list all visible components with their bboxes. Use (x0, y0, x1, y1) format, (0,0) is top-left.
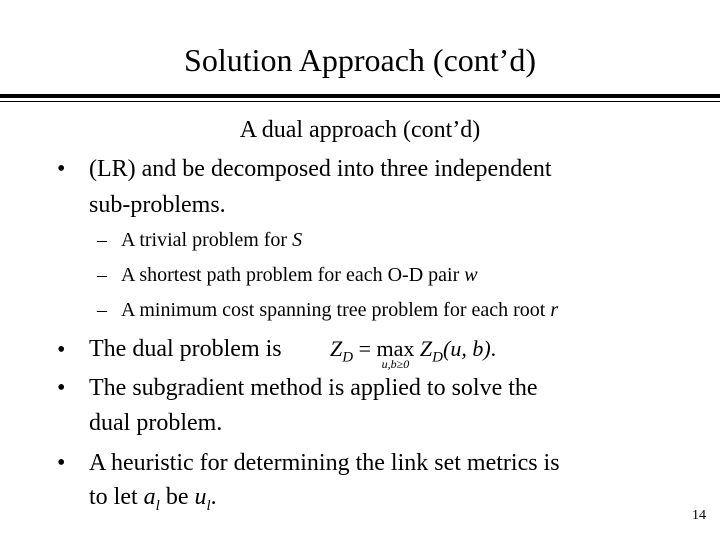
bullet-4-text-mid: be (165, 484, 189, 510)
formula-rhs: Z (419, 336, 433, 361)
formula-lhs-sub: D (342, 349, 354, 366)
bullet-4-line-2 (89, 481, 217, 522)
sub-bullet-2-var: w (464, 264, 478, 286)
bullet-1-line-1: (LR) and be decomposed into three independent (89, 156, 552, 182)
formula-max-subscript: u,b≥0 (381, 357, 410, 371)
sub-bullet-3 (121, 297, 558, 323)
slide-title: Solution Approach (cont’d) (184, 42, 536, 78)
var-a-sub: l (155, 497, 160, 514)
bullet-marker: • (57, 156, 66, 182)
var-u: u (194, 484, 207, 510)
sub-bullet-3-var: r (550, 299, 559, 321)
sub-bullet-2-text: A shortest path problem for each O-D pair (121, 264, 460, 286)
sub-bullet-2 (121, 262, 478, 288)
slide-subtitle: A dual approach (cont’d) (239, 117, 481, 143)
page-number: 14 (692, 508, 706, 523)
formula-equals: = (358, 336, 372, 361)
bullet-4-period: . (210, 484, 217, 510)
bullet-1-line-2: sub-problems. (89, 192, 226, 218)
sub-bullet-dash: – (97, 299, 107, 321)
bullet-3-line-2: dual problem. (89, 410, 223, 436)
dual-problem-formula (330, 336, 496, 370)
bullet-4-line-1: A heuristic for determining the link set metrics is (89, 450, 560, 476)
bullet-4-text-pre: to let (89, 484, 138, 510)
formula-rhs-sub: D (432, 349, 443, 366)
sub-bullet-1-text: A trivial problem for (121, 229, 288, 251)
bullet-marker: • (57, 450, 66, 476)
sub-bullet-dash: – (97, 264, 107, 286)
formula-args: (u, b) (443, 336, 491, 361)
sub-bullet-1-var: S (292, 229, 303, 251)
var-u-sub: l (206, 497, 211, 514)
sub-bullet-dash: – (97, 229, 107, 251)
formula-max: max (376, 336, 415, 361)
bullet-marker: • (57, 337, 66, 363)
sub-bullet-3-text: A minimum cost spanning tree problem for each root (121, 299, 546, 321)
formula-max-operator (376, 336, 415, 371)
formula-period: . (490, 336, 497, 361)
bullet-2-text: The dual problem is (89, 336, 282, 362)
bullet-marker: • (57, 375, 66, 401)
var-a: a (143, 484, 156, 510)
title-divider-thick (0, 94, 720, 98)
formula-lhs: Z (330, 336, 343, 361)
title-divider-thin (0, 101, 720, 102)
bullet-3-line-1: The subgradient method is applied to solve the (89, 375, 538, 401)
sub-bullet-1 (121, 227, 302, 253)
